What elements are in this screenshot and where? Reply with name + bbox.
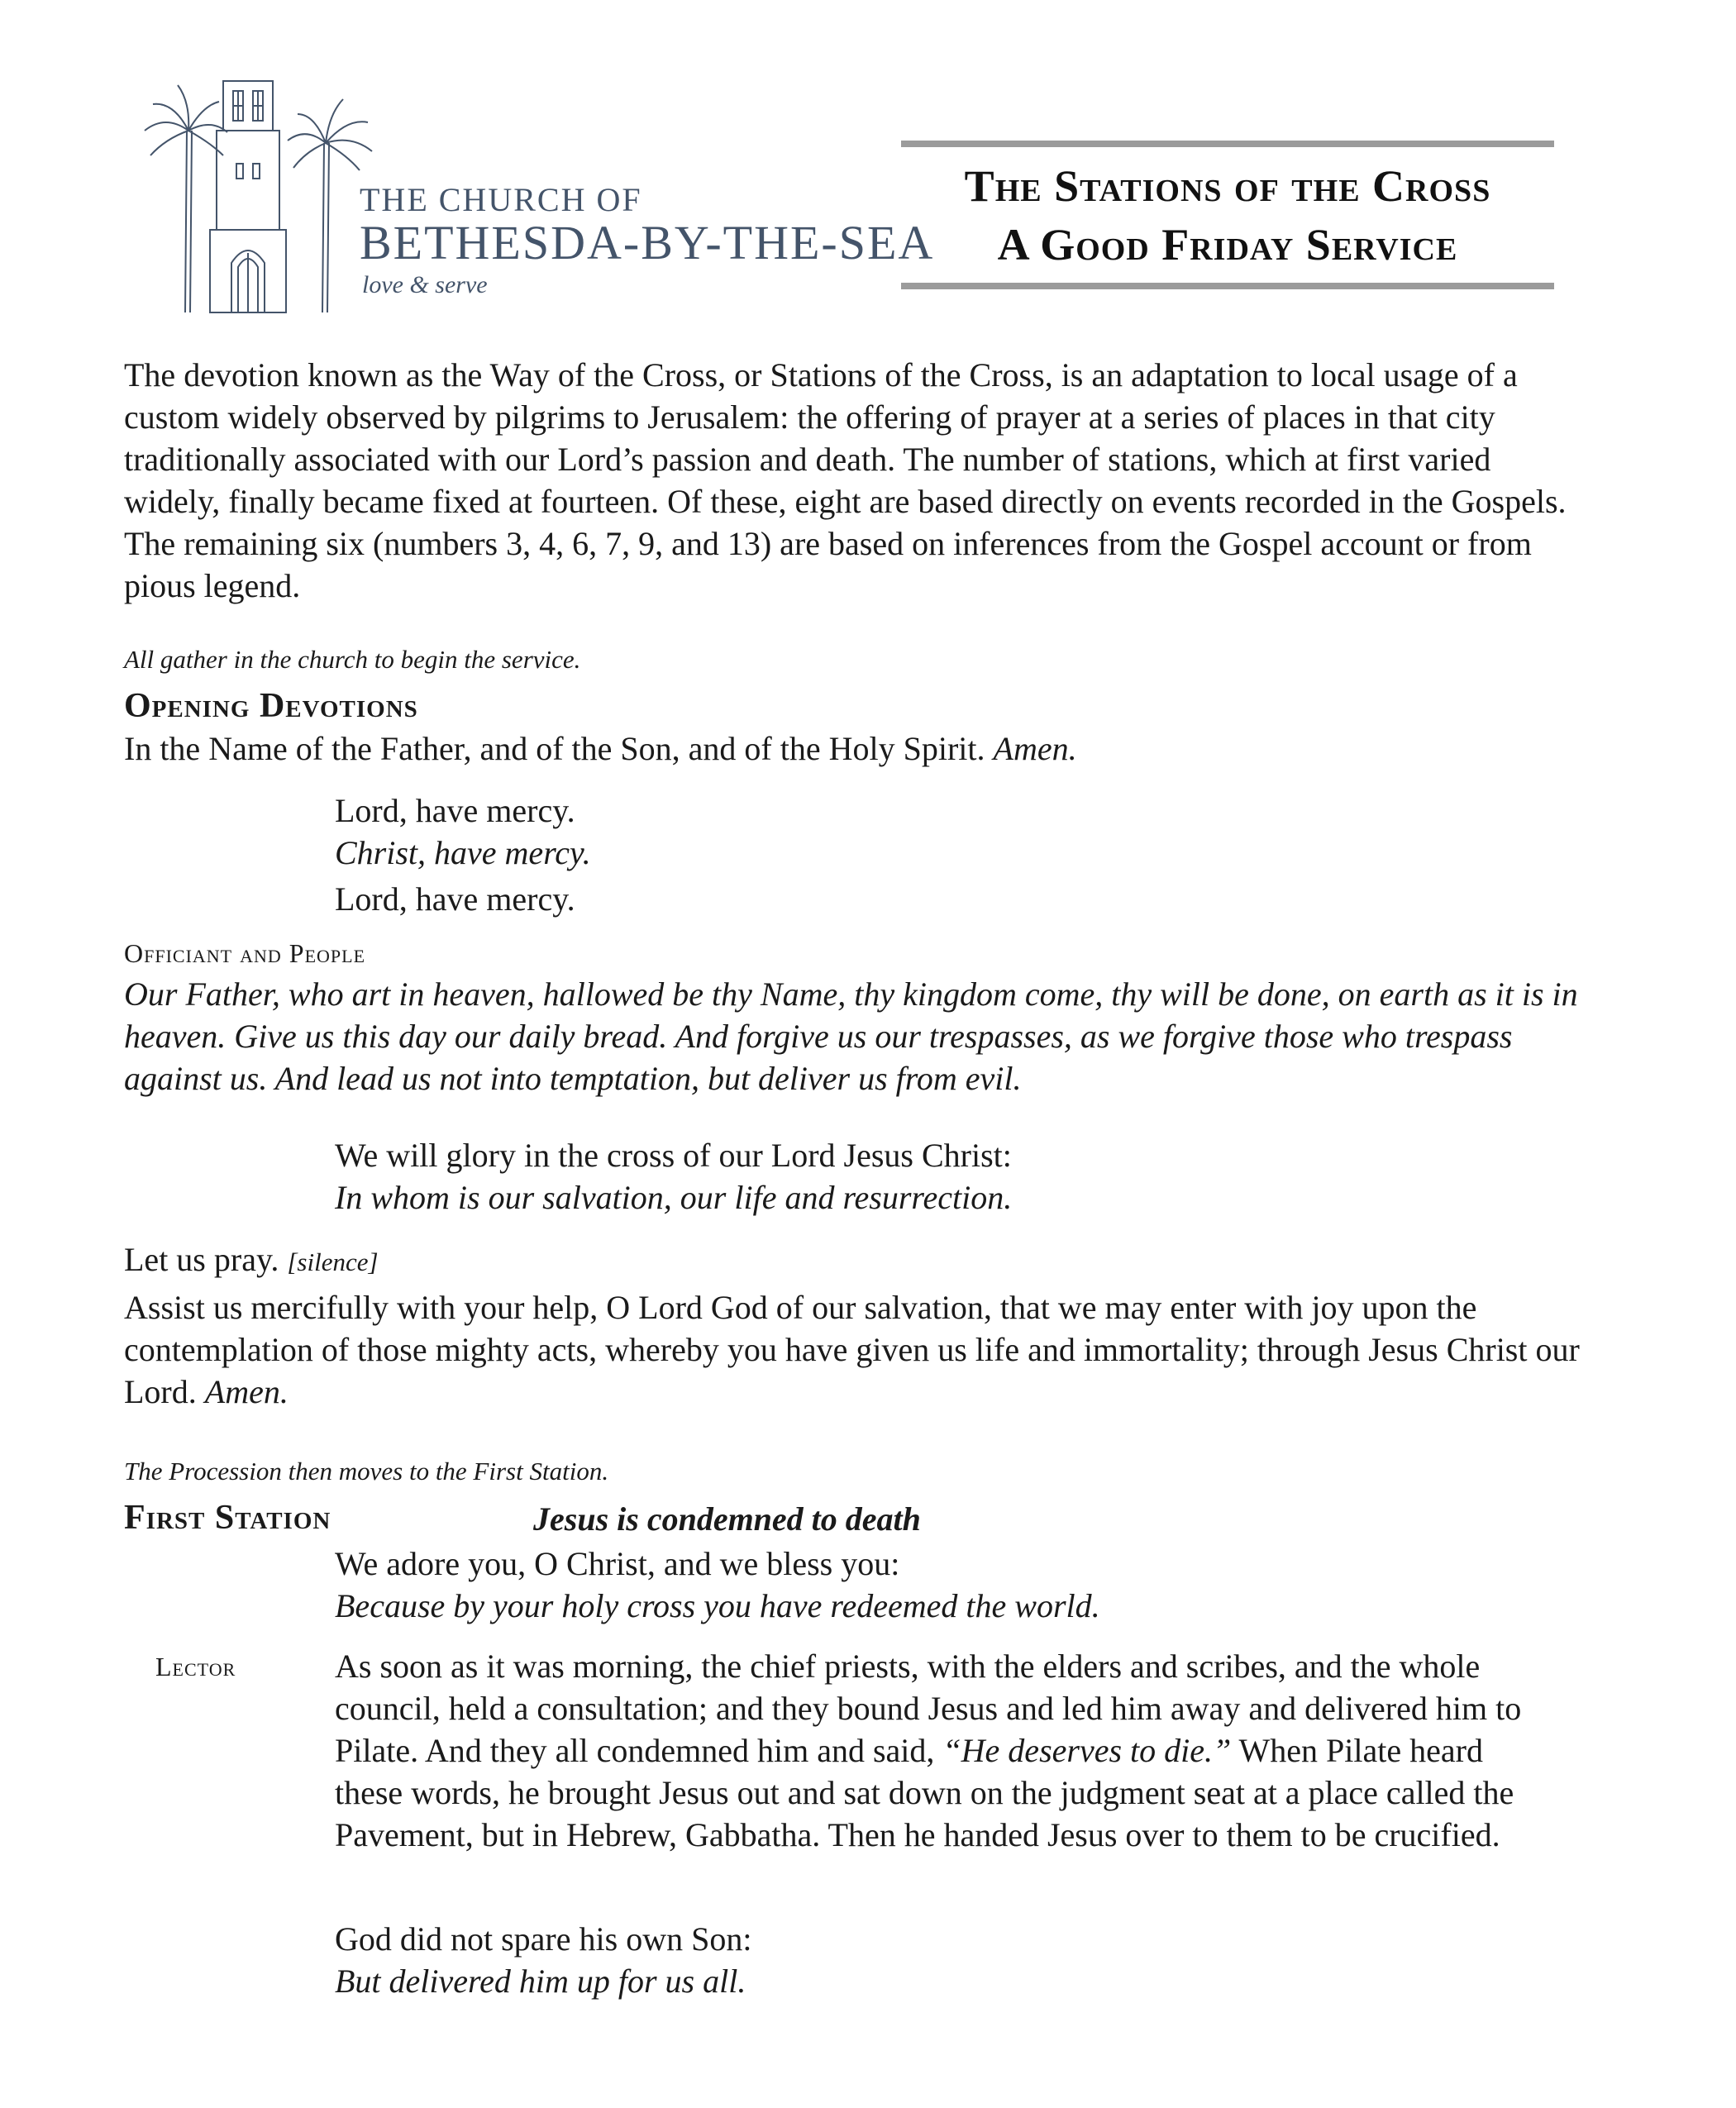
let-us-pray	[124, 1238, 1587, 1283]
page-title: The Stations of the Cross	[964, 161, 1491, 211]
officiant-people-label: Officiant and People	[124, 938, 366, 968]
collect-paragraph	[124, 1286, 1587, 1413]
lector-label: Lector	[155, 1652, 236, 1681]
logo-church-of: THE CHURCH OF	[360, 181, 642, 218]
invocation	[124, 727, 1587, 770]
collect-response: Amen.	[204, 1373, 289, 1410]
lector-reading	[335, 1645, 1558, 1856]
opening-devotions-heading: Opening Devotions	[124, 687, 418, 725]
collect-text: Assist us mercifully with your help, O Lord God of our salvation, that we may enter with joy upon the contemplation of those mighty acts, whereby you have given us life and immortality; through Jesus Christ our Lord.	[124, 1289, 1580, 1410]
title-block	[901, 141, 1554, 289]
bell-tower-palm-icon	[141, 73, 389, 321]
reading-part-1: As soon as it was morning, the chief priests, with the elders and scribes, and the whole council, held a consultation; and they bound Jesus and led him away and delivered him to Pilate. And they all condemned him and said,	[335, 1648, 1522, 1769]
reading-quote: “He deserves to die.”	[942, 1732, 1232, 1769]
let-us-pray-text: Let us pray.	[124, 1241, 279, 1278]
intro-paragraph: The devotion known as the Way of the Cross, or Stations of the Cross, is an adaptation to local usage of a custom widely observed by pilgrims to Jerusalem: the offering of prayer at a series of places in that city traditionally associated with our Lord’s passion and death. The number of stations, which at first varied widely, finally became fixed at fourteen. Of these, eight are based directly on events recorded in the Gospels. The remaining six (numbers 3, 4, 6, 7, 9, and 13) are based on inferences from the Gospel account or from pious legend.	[124, 356, 1567, 604]
first-station-heading: First Station	[124, 1499, 331, 1537]
logo-church-name: BETHESDA-BY-THE-SEA	[360, 216, 935, 269]
page-subtitle: A Good Friday Service	[997, 220, 1458, 269]
opening-versicle: We will glory in the cross of our Lord Jesus Christ:	[335, 1137, 1012, 1174]
silence-rubric: [silence]	[287, 1247, 379, 1276]
closing-response: But delivered him up for us all.	[335, 1963, 746, 2000]
title-top-rule	[901, 141, 1554, 147]
kyrie-line-1: Lord, have mercy.	[335, 792, 575, 829]
reading-part-2: When Pilate heard these words, he brought Jesus out and sat down on the judgment seat at a place called the Pavement, but in Hebrew, Gabbatha. Then he handed Jesus over to them to be crucified.	[335, 1732, 1514, 1853]
first-station-subtitle: Jesus is condemned to death	[533, 1500, 921, 1538]
invocation-text: In the Name of the Father, and of the Son, and of the Holy Spirit.	[124, 730, 985, 767]
gather-rubric: All gather in the church to begin the service.	[124, 645, 581, 674]
lords-prayer: Our Father, who art in heaven, hallowed be thy Name, thy kingdom come, thy will be done, on earth as it is in heaven. Give us this day our daily bread. And forgive us our trespasses, as we forgive those who trespass against us. And lead us not into temptation, but deliver us from evil.	[124, 975, 1578, 1097]
closing-versicle: God did not spare his own Son:	[335, 1920, 752, 1958]
station-versicle: We adore you, O Christ, and we bless you:	[335, 1545, 900, 1582]
title-bottom-rule	[901, 283, 1554, 289]
station-response: Because by your holy cross you have redeemed the world.	[335, 1587, 1100, 1624]
kyrie-line-2: Christ, have mercy.	[335, 834, 591, 871]
church-logo	[141, 73, 935, 321]
kyrie-line-3: Lord, have mercy.	[335, 880, 575, 918]
opening-response: In whom is our salvation, our life and resurrection.	[335, 1179, 1013, 1216]
invocation-response: Amen.	[993, 730, 1077, 767]
procession-rubric: The Procession then moves to the First Station.	[124, 1457, 609, 1486]
logo-tagline: love & serve	[362, 271, 488, 298]
